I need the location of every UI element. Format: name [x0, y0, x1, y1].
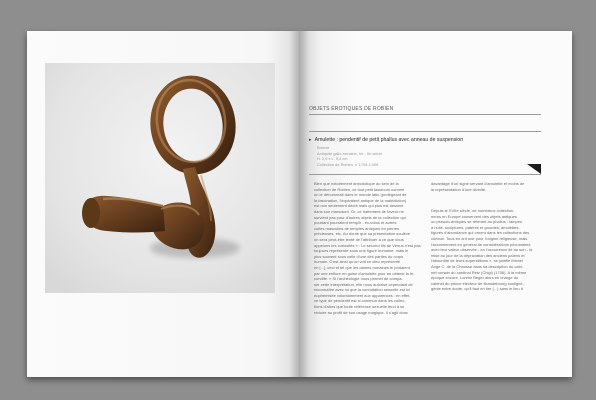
- body-text-line: pourtant pourraient remplir - ex-votos et autres: [314, 220, 397, 226]
- body-text-line: plus souvent sous celle d'une des parties du corps: [314, 253, 404, 259]
- section-title: OBJETS ÉROTIQUES DE ROBIEN: [309, 106, 394, 112]
- body-column-right-top: [431, 181, 524, 192]
- entry-dimensions: H. 2,9 x L. 5,4 cm: [317, 156, 348, 161]
- phallus-amulet-image: [45, 63, 275, 293]
- body-text-line: collection de Robien, ce tout petit fascinum comme: [314, 186, 405, 192]
- body-text-line: mise au jour de la dépravation des anciens païens et: [431, 252, 525, 258]
- body-text-line: à huile, sculptures, patères et gourdes, amulettes,: [431, 224, 520, 230]
- body-text-line: toujours représenté sous une figure humaine, mais le: [314, 248, 409, 254]
- body-text-line: dans son manuscrit. Or, ce traitement de faveur ne: [314, 208, 404, 214]
- entry-title-text: Amulette : pendentif de petit phallus avec anneau de suspension: [314, 137, 464, 143]
- book-spine: [289, 31, 309, 377]
- body-rule: [309, 174, 541, 175]
- body-text-line: davantage d'un signe servant d'amulette et moins de: [431, 181, 525, 186]
- body-text-line: par une enflure en guise d'amulette pour en obtenir la fé-: [314, 270, 415, 276]
- body-text-line: Ange C. de la Chausse dans sa description du cabi-: [431, 263, 524, 269]
- entry-period: Antiquité gallo-romaine, Ier - IIe siècle: [317, 150, 383, 156]
- artifact-photo: [45, 63, 275, 293]
- body-text-line: ser cette interprétation, elle nous autorise cependant de: [314, 281, 413, 287]
- body-text-line: reconnaître avec lui que la connotation sexuelle est ici: [314, 287, 410, 293]
- body-text-line: condité. » Si l'archéologie nous permet de compa-: [314, 276, 403, 282]
- body-column-left: [314, 181, 421, 315]
- body-text-line: réduire au profit de son usage magique. Il s'agit donc: [314, 309, 408, 315]
- body-text-line: net romain du cardinal Retz (Chigi) (1706). A la même: [431, 269, 527, 275]
- body-text-line: avec leur valeur observée - en l'occurrence lié au son - la: [431, 247, 533, 253]
- body-text-line: euphémisée volontairement aux apparences : en effet,: [314, 292, 411, 298]
- entry-title: [309, 137, 463, 143]
- body-text-line: ce type de pendentif est si commun dans les collec-: [314, 298, 406, 304]
- body-text-line: survient pas pour d'autres objets de la collection qui: [314, 214, 406, 220]
- body-text-line: ou pseudo-antiques se référant au phallus : lampes: [431, 219, 522, 225]
- body-text-line: est non seulement décrit mais qui plus est dessiné: [314, 203, 404, 209]
- entry-collection: Collection de Robien, n°1704-1.006: [317, 161, 379, 167]
- body-text-line: l'absurdité de leurs superstitions », se justifie Michel: [431, 258, 523, 264]
- body-column-right: [431, 208, 532, 292]
- body-text-line: neurs en Europe conservent des objets antiques: [431, 213, 517, 219]
- bullet-arrow-icon: ▸: [309, 137, 312, 143]
- body-text-line: précieuses, etc. Au doute que sa présentation soulève: [314, 231, 411, 237]
- body-text-line: on sera peut-être tenté de l'attribuer à ce que nous: [314, 236, 404, 242]
- body-text-line: Bien que notoirement anecdotique au sein de la: [314, 181, 399, 186]
- body-text-line: en [...], ceci et tel que les dames romaines le portaient: [314, 264, 410, 270]
- body-text-line: la fascination, l'équivalent antique de la malédiction): [314, 197, 407, 203]
- corner-triangle-mark: [527, 164, 541, 174]
- body-text-line: l'accointement en général de considérations pécuniaires: [431, 241, 531, 247]
- body-text-line: génie entre doute, qu'il faut en tire (...) sans le lieu it.: [431, 286, 524, 292]
- section-rule: [309, 114, 541, 115]
- entry-rule: [309, 131, 541, 132]
- body-text-line: époque encore, Lorenz Beger alors en charge du: [431, 275, 519, 281]
- body-text-line: tions d'alors que toute référence sexuelle tend à se: [314, 304, 405, 310]
- entry-material: Bronze: [317, 145, 330, 150]
- body-text-line: on le dénommait dans le monde latin (protégeant de: [314, 192, 407, 198]
- body-text-line: Depuis le XVIIe siècle, de nombreux collection-: [431, 208, 515, 213]
- body-text-line: la représentation d'une divinité.: [431, 186, 487, 192]
- body-text-line: cabinet du prince électeur de Brandebourg souligne,: [431, 280, 524, 286]
- body-text-line: humain. C'est ainsi qu'on voit ce dieu représenté: [314, 259, 401, 265]
- body-text-line: appelons les curiosités « : Le second fils de Vénus n'est pas: [314, 242, 421, 248]
- body-text-line: cultes masculins de temples antiques en pierres: [314, 225, 400, 231]
- body-text-line: figurés d'abondance qui ornent dans les collections des: [431, 230, 530, 236]
- body-text-line: curieux. Tous en ont une pour l'origine religieuse, mais: [431, 235, 528, 241]
